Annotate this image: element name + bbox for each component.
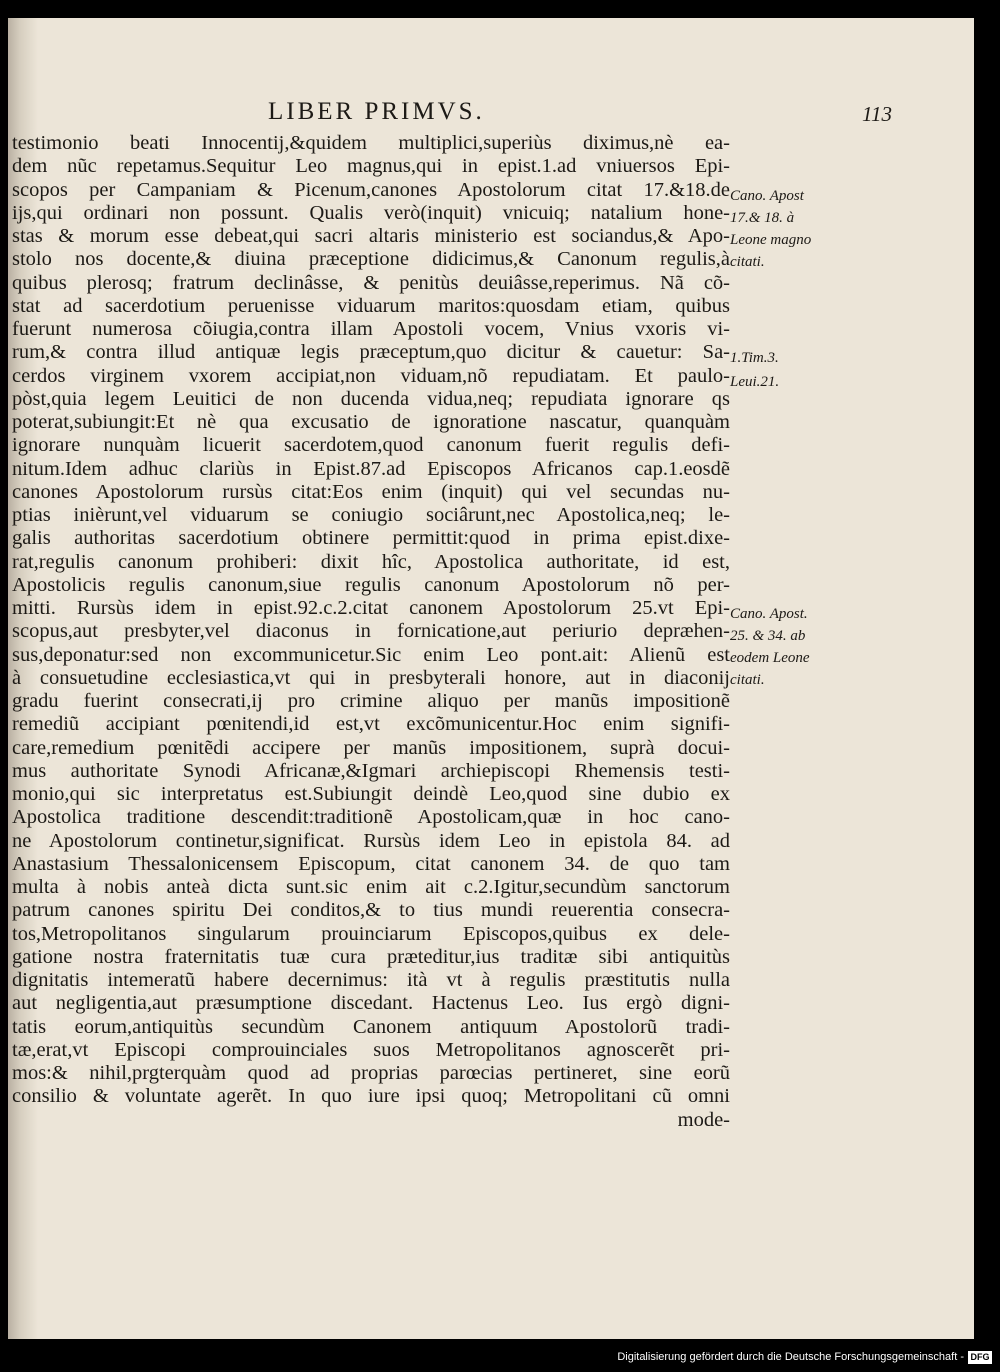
text-line: gatione nostra fraternitatis tuæ cura præteditur,ius traditæ sibi antiquitùs bbox=[12, 945, 730, 968]
text-line: dignitatis intemeratũ habere decernimus: ità vt à regulis præstitutis nulla bbox=[12, 969, 730, 991]
text-line: pòst,quia legem Leuitici de non ducenda vidua,neq; repudiata ignorare qs bbox=[12, 387, 730, 410]
margin-note bbox=[730, 603, 890, 691]
page-number: 113 bbox=[862, 102, 892, 126]
margin-note-line: Cano. Apost bbox=[730, 187, 804, 204]
funding-credit: Digitalisierung gefördert durch die Deutsche Forschungsgemeinschaft - bbox=[617, 1351, 964, 1363]
margin-note-line: 17.& 18. à bbox=[730, 209, 795, 226]
text-line: ignorare nunquàm licuerit sacerdotem,quod canonum fuerit regulis defi- bbox=[12, 434, 730, 457]
text-line: fuerunt numerosa cõiugia,contra illam Apostoli vocem, Vnius vxoris vi- bbox=[12, 318, 730, 340]
running-head: LIBER PRIMVS. bbox=[268, 98, 485, 125]
text-line: multa à nobis anteà dicta sunt.sic enim ait c.2.Igitur,secundùm sanctorum bbox=[12, 876, 730, 898]
text-line: galis authoritas sacerdotium obtinere permittit:quod in prima epist.dixe- bbox=[12, 527, 730, 550]
text-line: rum,& contra illud antiquæ legis præceptum,quo dicitur & cauetur: Sa- bbox=[12, 341, 730, 364]
text-line: à consuetudine ecclesiastica,vt qui in presbyterali honore, aut in diaconij bbox=[12, 666, 730, 689]
text-line: Anastasium Thessalonicensem Episcopum, citat canonem 34. de quo tam bbox=[12, 852, 730, 875]
text-line: patrum canones spiritu Dei conditos,& to tius mundi reuerentia consecra- bbox=[12, 899, 730, 922]
text-line: mode- bbox=[677, 1108, 730, 1131]
text-line: testimonio beati Innocentij,&quidem multiplici,superiùs diximus,nè ea- bbox=[12, 132, 730, 154]
text-line: canones Apostolorum rursùs citat:Eos enim (inquit) qui vel secundas nu- bbox=[12, 480, 730, 503]
text-line: ijs,qui ordinari non possunt. Qualis verò(inquit) vnicuiq; natalium hone- bbox=[12, 201, 730, 224]
text-line: cerdos virginem vxorem accipiat,non viduam,nõ repudiatam. Et paulo- bbox=[12, 364, 730, 387]
margin-note-line: 25. & 34. ab bbox=[730, 628, 806, 644]
text-line: tos,Metropolitanos singularum prouinciarum Episcopos,quibus ex dele- bbox=[12, 922, 730, 945]
text-line: care,remedium pœnitẽdi accipere per manũs impositionem, suprà docui- bbox=[12, 736, 730, 759]
text-line: rat,regulis canonum prohiberi: dixit hîc, Apostolica authoritate, id est, bbox=[12, 550, 730, 573]
text-line: poterat,subiungit:Et nè qua excusatio de ignoratione nascatur, quanquàm bbox=[12, 411, 730, 433]
text-line: monio,qui sic interpretatus est.Subiungit deindè Leo,quod sine dubio ex bbox=[12, 783, 730, 805]
text-line: Apostolicis regulis canonum,siue regulis canonum Apostolorum nõ per- bbox=[12, 573, 730, 596]
margin-note-line: Leone magno bbox=[730, 231, 812, 248]
book-page bbox=[8, 18, 974, 1339]
text-line: nitum.Idem adhuc clariùs in Epist.87.ad Episcopos Africanos cap.1.eosdẽ bbox=[12, 457, 730, 480]
text-line: remediũ accipiant pœnitendi,id est,vt excõmunicentur.Hoc enim signifi- bbox=[12, 713, 730, 736]
margin-note-line: citati. bbox=[730, 672, 765, 688]
text-line: stat ad sacerdotium peruenisse viduarum maritos:quosdam etiam, quibus bbox=[12, 294, 730, 317]
text-line: mos:& nihil,prgterquàm quod ad proprias parœcias pertineret, sine eorũ bbox=[12, 1062, 730, 1084]
text-line: ptias inièrunt,vel viduarum se coniugio sociârunt,nec Apostolica,neq; le- bbox=[12, 504, 730, 526]
text-line: tæ,erat,vt Episcopi comprouinciales suos Metropolitanos agnoscerẽt pri- bbox=[12, 1038, 730, 1061]
text-line: aut negligentia,aut præsumptione discedant. Hactenus Leo. Ius ergò digni- bbox=[12, 992, 730, 1015]
margin-note-line: Cano. Apost. bbox=[730, 606, 808, 622]
text-line: stolo nos docente,& diuina præceptione didicimus,& Canonum regulis,à bbox=[12, 248, 730, 271]
text-line: gradu fuerint consecrati,ij pro crimine aliquo per manũs impositionẽ bbox=[12, 690, 730, 712]
text-line: tatis eorum,antiquitùs secundùm Canonem antiquum Apostolorũ tradi- bbox=[12, 1015, 730, 1038]
text-line: stas & morum esse debeat,qui sacri altaris ministerio est sociandus,& Apo- bbox=[12, 225, 730, 247]
margin-note-line: Leui.21. bbox=[730, 373, 780, 390]
text-line: consilio & voluntate agerẽt. In quo iure ipsi quoq; Metropolitani cũ omni bbox=[12, 1085, 730, 1108]
margin-note bbox=[730, 371, 890, 393]
text-line: quibus plerosq; fratrum declinâsse, & penitùs deuiâsse,reperimus. Nã cõ- bbox=[12, 271, 730, 294]
text-line: scopos per Campaniam & Picenum,canones Apostolorum citat 17.&18.de bbox=[12, 178, 730, 201]
dfg-logo: DFG bbox=[968, 1351, 992, 1364]
margin-note-line: citati. bbox=[730, 253, 765, 270]
text-line: mus authoritate Synodi Africanæ,&Igmari archiepiscopi Rhemensis testi- bbox=[12, 759, 730, 782]
digitization-footer bbox=[0, 1339, 1000, 1372]
main-text-block bbox=[12, 132, 812, 1132]
text-line: mitti. Rursùs idem in epist.92.c.2.citat canonem Apostolorum 25.vt Epi- bbox=[12, 597, 730, 619]
margin-note bbox=[730, 185, 890, 273]
text-line: scopus,aut presbyter,vel diaconus in fornicatione,aut periurio depræhen- bbox=[12, 620, 730, 643]
margin-note-line: 1.Tim.3. bbox=[730, 350, 779, 367]
text-line: sus,deponatur:sed non excommunicetur.Sic enim Leo pont.ait: Alienũ est bbox=[12, 643, 730, 666]
text-line: dem nũc repetamus.Sequitur Leo magnus,qui in epist.1.ad vniuersos Epi- bbox=[12, 155, 730, 178]
text-line: ne Apostolorum continetur,significat. Rursùs idem Leo in epistola 84. ad bbox=[12, 829, 730, 852]
text-line: Apostolica traditione descendit:traditionẽ Apostolicam,quæ in hoc cano- bbox=[12, 806, 730, 829]
margin-note-line: eodem Leone bbox=[730, 650, 810, 666]
margin-note bbox=[730, 347, 890, 369]
